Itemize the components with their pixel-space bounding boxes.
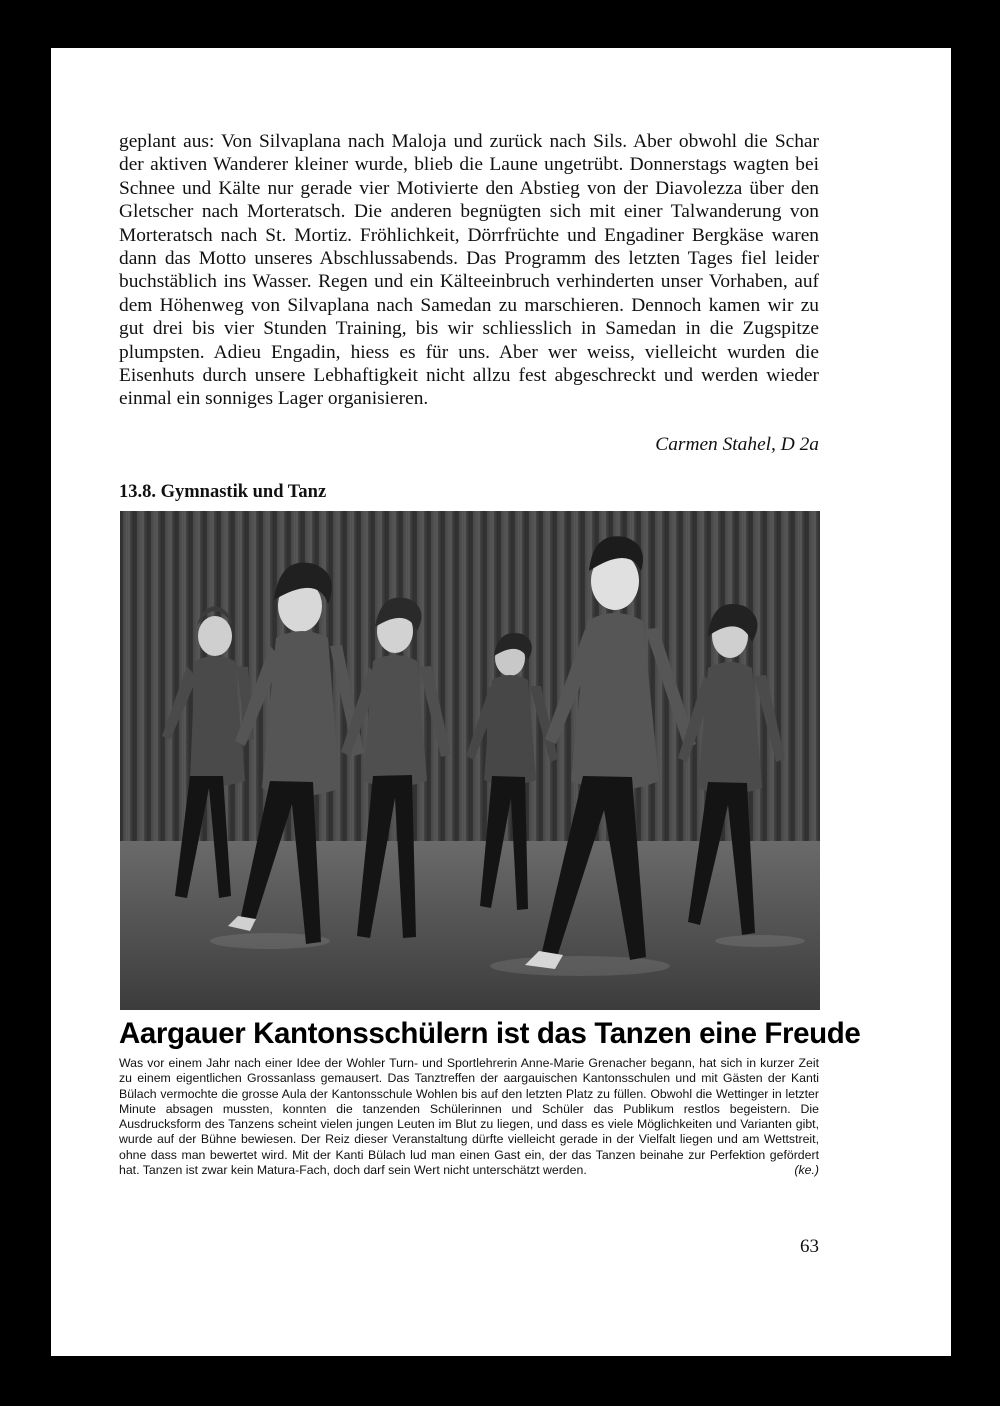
article-headline: Aargauer Kantonsschülern ist das Tanzen eine Freude: [119, 1017, 861, 1050]
author-signature: Carmen Stahel, D 2a: [655, 434, 819, 455]
page: [51, 48, 951, 1356]
article-continuation-text: [119, 130, 819, 411]
continuation-paragraph: geplant aus: Von Silvaplana nach Maloja und zurück nach Sils. Aber obwohl die Schar der aktiven Wanderer kleiner wurde, blieb die Laune ungetrübt. Donnerstags wagten bei Schnee und Kälte nur gerade vier Motivierte den Abstieg von der Diavolezza über den Gletscher nach Morteratsch. Die anderen begnügten sich mit einer Talwanderung von Morteratsch nach St. Mortiz. Fröhlichkeit, Dörrfrüchte und Engadiner Bergkäse waren dann das Motto unseres Abschlussabends. Das Programm des letzten Tages fiel leider buchstäblich ins Wasser. Regen und ein Kälteeinbruch verhinderten unser Vorhaben, auf dem Höhenweg von Silvaplana nach Samedan zu marschieren. Dennoch kamen wir zu gut drei bis vier Stunden Training, bis wir schliesslich in Samedan in die Zugspitze plumpsten. Adieu Engadin, hiess es für uns. Aber wer weiss, vielleicht wurden die Eisenhuts durch unsere Lebhaftigkeit nicht allzu fest abgeschreckt und werden wieder einmal ein sonniges Lager organisieren.: [119, 131, 819, 410]
dancers-illustration: [120, 511, 820, 1010]
article-body-text: Was vor einem Jahr nach einer Idee der Wohler Turn- und Sportlehrerin Anne-Marie Grenacher begann, hat sich in kurzer Zeit zu einem eigentlichen Grossanlass gemausert. Das Tanztreffen der aargauischen Kantonsschulen und mit Gästen der Kanti Bülach vermochte die grosse Aula der Kantonsschule Wohlen bis auf den letzten Platz zu füllen. Obwohl die Wettinger in letzter Minute absagen mussten, konnten die tanzenden Schülerinnen und Schüler das Publikum restlos begeistern. Die Ausdrucksform des Tanzens scheint vielen jungen Leuten im Blut zu liegen, und dass es viele Möglichkeiten und Varianten gibt, wurde auf der Bühne bewiesen. Der Reiz dieser Veranstaltung dürfte vielleicht gerade in der Vielfalt liegen und am Wettstreit, ohne dass man bewertet wird. Mit der Kanti Bülach lud man einen Gast ein, der das Tanzen beinahe zur Perfektion gefördert hat. Tanzen ist zwar kein Matura-Fach, doch darf sein Wert nicht unterschätzt werden.: [119, 1056, 819, 1178]
article-paragraph: [119, 1056, 819, 1178]
article-body: [119, 1056, 819, 1178]
page-number: 63: [800, 1236, 819, 1257]
section-heading: 13.8. Gymnastik und Tanz: [119, 482, 327, 502]
article-credit: (ke.): [794, 1163, 819, 1178]
dance-photo: [120, 511, 820, 1010]
